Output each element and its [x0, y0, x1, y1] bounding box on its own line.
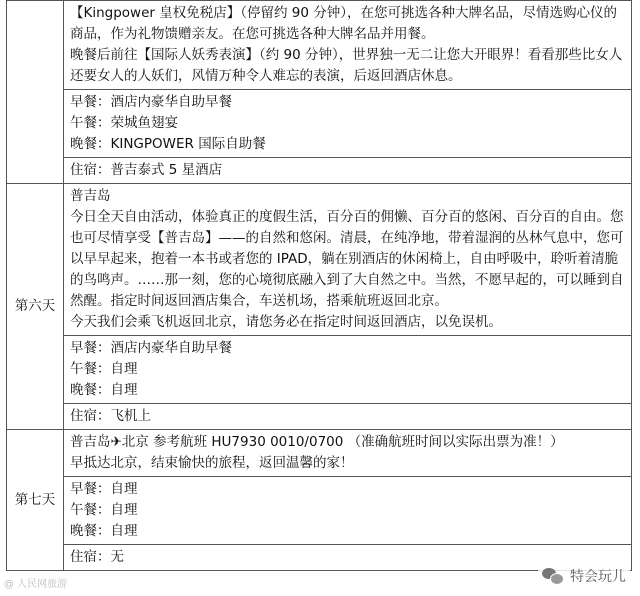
day6-activity-cell	[64, 184, 632, 336]
day6-text1: 今日全天自由活动，体验真正的度假生活，百分百的佣懒、百分百的悠闲、百分百的自由。您也可尽情享受【普吉岛】——的自然和悠闲。清晨，在纯净地，带着湿润的丛林气息中，您可以早早起来，抱着一本书或者您的 IPAD，躺在别酒店的休闲椅上，自由呼吸中，聆听着清脆的鸟鸣声。……那一刻，您的心境彻底融入到了大自然之中。当然，不愿早起的，可以睡到自然醒。指定时间返回酒店集合，车送机场，搭乘航班返回北京。	[70, 209, 624, 309]
day6-hotel-cell: 住宿：飞机上	[64, 404, 632, 430]
day7-breakfast: 早餐：自理	[70, 481, 138, 497]
day5-text2: 晚餐后前往【国际人妖秀表演】（约 90 分钟），世界独一无二让您大开眼界！看看那些比女人还要女人的人妖们，风情万种令人难忘的表演，后返回酒店休息。	[70, 47, 623, 84]
day7-lunch: 午餐：自理	[70, 502, 138, 518]
watermark-right-text: 特会玩儿	[570, 569, 626, 585]
day7-dinner: 晚餐：自理	[70, 523, 138, 539]
day7-hotel-cell: 住宿：无	[64, 545, 632, 571]
day7-label: 第七天	[7, 430, 64, 571]
day6-lunch: 午餐：自理	[70, 361, 138, 377]
day5-label-cell	[7, 1, 64, 184]
day5-meals-cell	[64, 90, 632, 158]
day6-breakfast: 早餐：酒店内豪华自助早餐	[70, 340, 232, 356]
day5-dinner: 晚餐：KINGPOWER 国际自助餐	[70, 136, 266, 152]
day5-breakfast: 早餐：酒店内豪华自助早餐	[70, 94, 232, 110]
day5-hotel-cell: 住宿：普吉泰式 5 星酒店	[64, 158, 632, 184]
day6-label: 第六天	[7, 184, 64, 430]
day5-lunch: 午餐：荣城鱼翅宴	[70, 115, 178, 131]
watermark-right	[538, 564, 630, 588]
day7-text1: 早抵达北京，结束愉快的旅程，返回温馨的家！	[70, 455, 354, 471]
wechat-icon	[542, 567, 564, 585]
day6-dinner: 晚餐：自理	[70, 382, 138, 398]
day6-title: 普吉岛	[70, 188, 111, 204]
day5-activity-cell	[64, 1, 632, 90]
watermark-left: @ 人民网旅游	[4, 579, 68, 590]
day7-title: 普吉岛✈北京 参考航班 HU7930 0010/0700 （准确航班时间以实际出票为准！）	[70, 434, 564, 450]
day7-activity-cell	[64, 430, 632, 477]
itinerary-table	[6, 0, 632, 571]
day7-meals-cell	[64, 477, 632, 545]
day5-text1: 【Kingpower 皇权免税店】（停留约 90 分钟），在您可挑选各种大牌名品，尽情选购心仪的商品，作为礼物馈赠亲友。在您可挑选各种大牌名品并用餐。	[70, 5, 618, 42]
day6-text2: 今天我们会乘飞机返回北京，请您务必在指定时间返回酒店，以免误机。	[70, 314, 502, 330]
day6-meals-cell	[64, 336, 632, 404]
